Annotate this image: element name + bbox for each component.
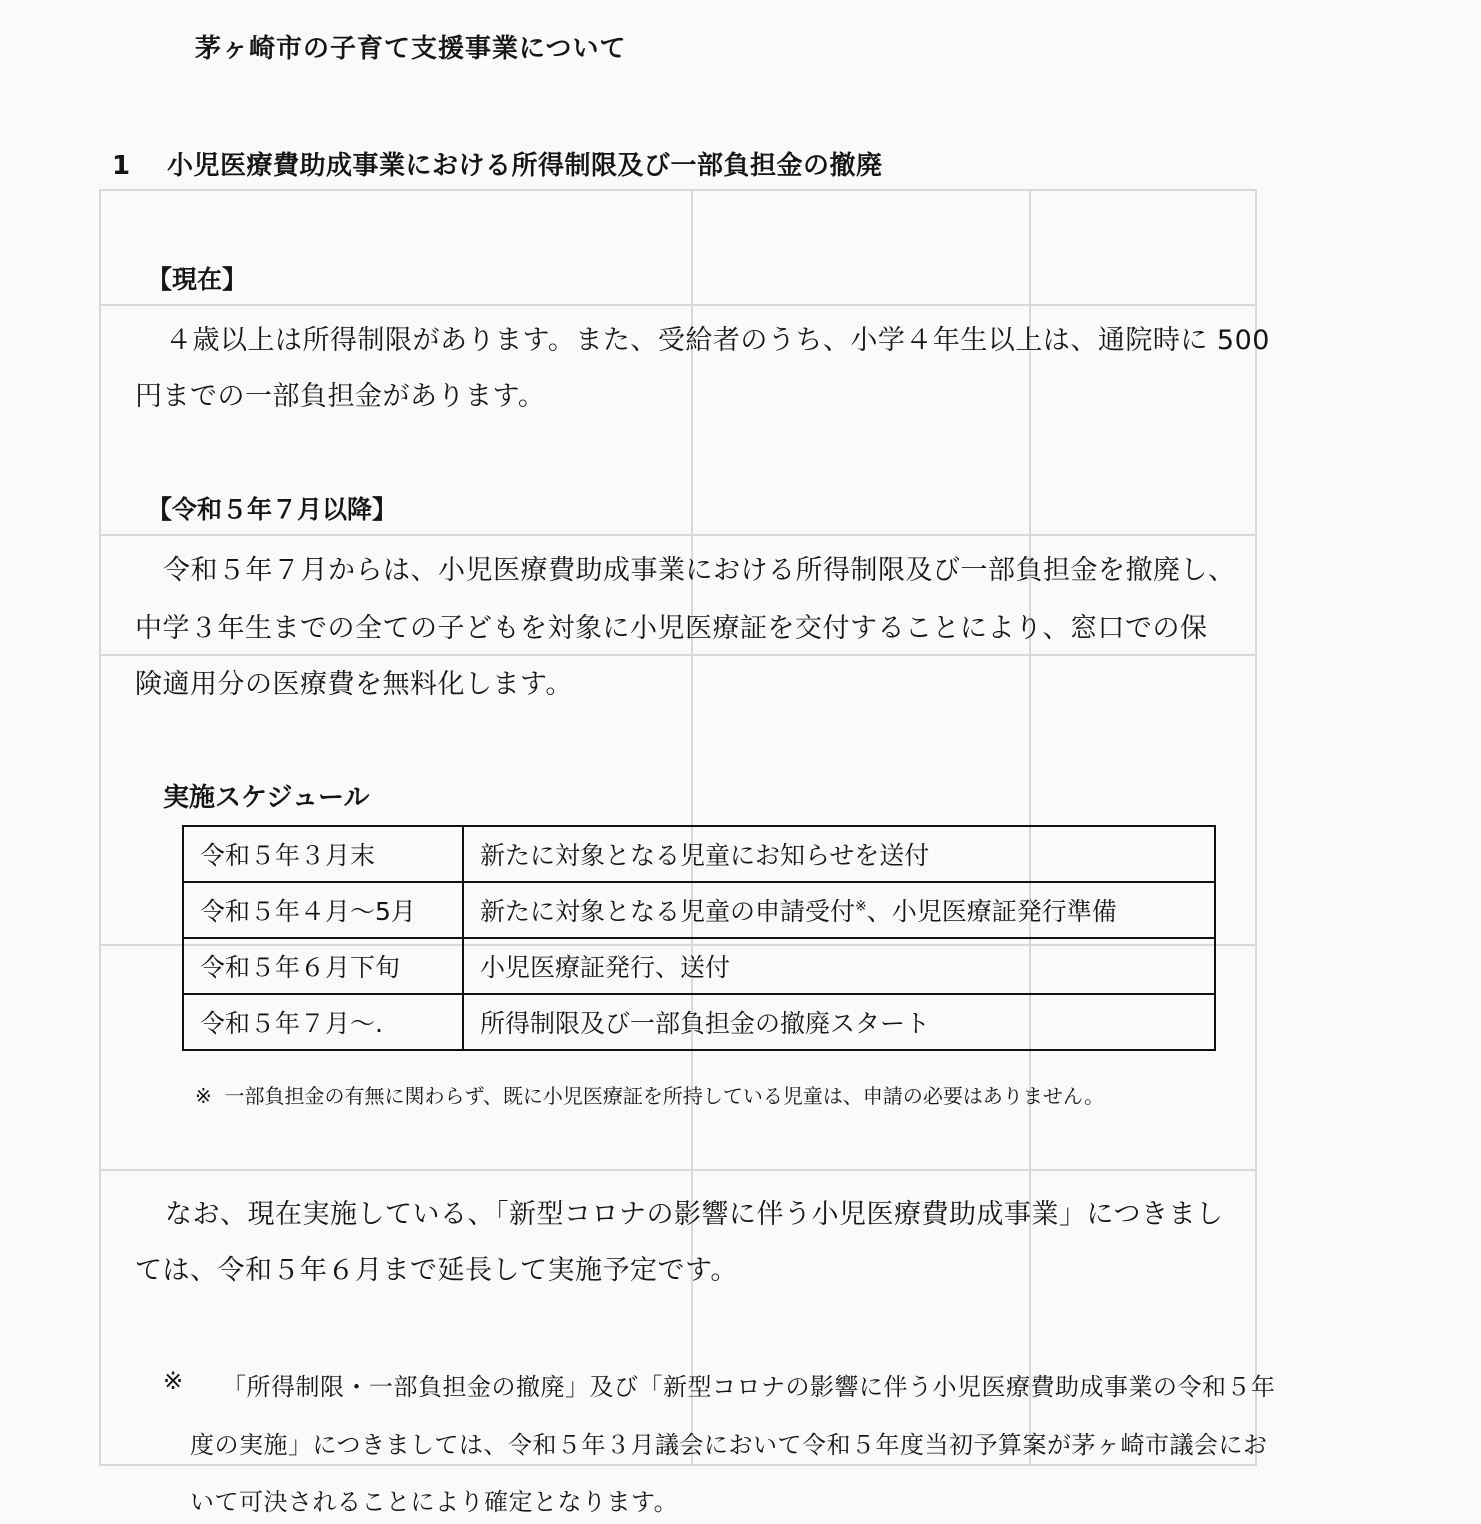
section-heading-text: 小児医療費助成事業における所得制限及び一部負担金の撤廃 bbox=[167, 151, 883, 181]
schedule-what: 所得制限及び一部負担金の撤廃スタート bbox=[463, 994, 1215, 1050]
future-line-1: 令和５年７月からは、小児医療費助成事業における所得制限及び一部負担金を撤廃し、 bbox=[163, 555, 1236, 586]
schedule-table bbox=[182, 825, 1216, 1051]
schedule-what: 新たに対象となる児童にお知らせを送付 bbox=[463, 826, 1215, 882]
schedule-what-text-2: 、小児医療証発行準備 bbox=[866, 897, 1117, 926]
section-number: 1 bbox=[112, 151, 131, 181]
table-row bbox=[183, 882, 1215, 938]
schedule-note bbox=[195, 1080, 1104, 1109]
schedule-what bbox=[463, 882, 1215, 938]
schedule-what-text: 新たに対象となる児童の申請受付 bbox=[480, 897, 856, 926]
table-row bbox=[183, 994, 1215, 1050]
table-row bbox=[183, 938, 1215, 994]
schedule-when: 令和５年４月～5月 bbox=[183, 882, 463, 938]
future-line-3: 険適用分の医療費を無料化します。 bbox=[135, 669, 573, 700]
footnote-mark: ※ bbox=[855, 898, 867, 915]
future-label: 【令和５年７月以降】 bbox=[147, 495, 398, 524]
schedule-title: 実施スケジュール bbox=[163, 783, 370, 813]
schedule-what: 小児医療証発行、送付 bbox=[463, 938, 1215, 994]
schedule-when: 令和５年３月末 bbox=[183, 826, 463, 882]
footnote-line-2: 度の実施」につきましては、令和５年３月議会において令和５年度当初予算案が茅ヶ崎市議会にお bbox=[190, 1431, 1268, 1459]
footnote-line-3: いて可決されることにより確定となります。 bbox=[190, 1488, 679, 1516]
table-row bbox=[183, 826, 1215, 882]
schedule-when: 令和５年６月下旬 bbox=[183, 938, 463, 994]
schedule-note-mark: ※ bbox=[195, 1084, 212, 1108]
schedule-when: 令和５年７月～. bbox=[183, 994, 463, 1050]
footnote-mark: ※ bbox=[163, 1367, 184, 1395]
footnote-line-1: 「所得制限・一部負担金の撤廃」及び「新型コロナの影響に伴う小児医療費助成事業の令和５年 bbox=[222, 1373, 1276, 1401]
current-line-1: ４歳以上は所得制限があります。また、受給者のうち、小学４年生以上は、通院時に 500 bbox=[165, 325, 1270, 356]
current-line-2: 円までの一部負担金があります。 bbox=[135, 381, 546, 412]
corona-line-2: ては、令和５年６月まで延長して実施予定です。 bbox=[135, 1255, 738, 1286]
future-line-2: 中学３年生までの全ての子どもを対象に小児医療証を交付することにより、窓口での保 bbox=[135, 613, 1208, 644]
current-label: 【現在】 bbox=[147, 265, 248, 294]
section-heading bbox=[112, 145, 883, 182]
corona-line-1: なお、現在実施している、「新型コロナの影響に伴う小児医療費助成事業」につきまし bbox=[165, 1199, 1224, 1230]
schedule-note-text: 一部負担金の有無に関わらず、既に小児医療証を所持している児童は、申請の必要はありません。 bbox=[224, 1084, 1105, 1108]
document-title: 茅ヶ崎市の子育て支援事業について bbox=[195, 34, 627, 64]
